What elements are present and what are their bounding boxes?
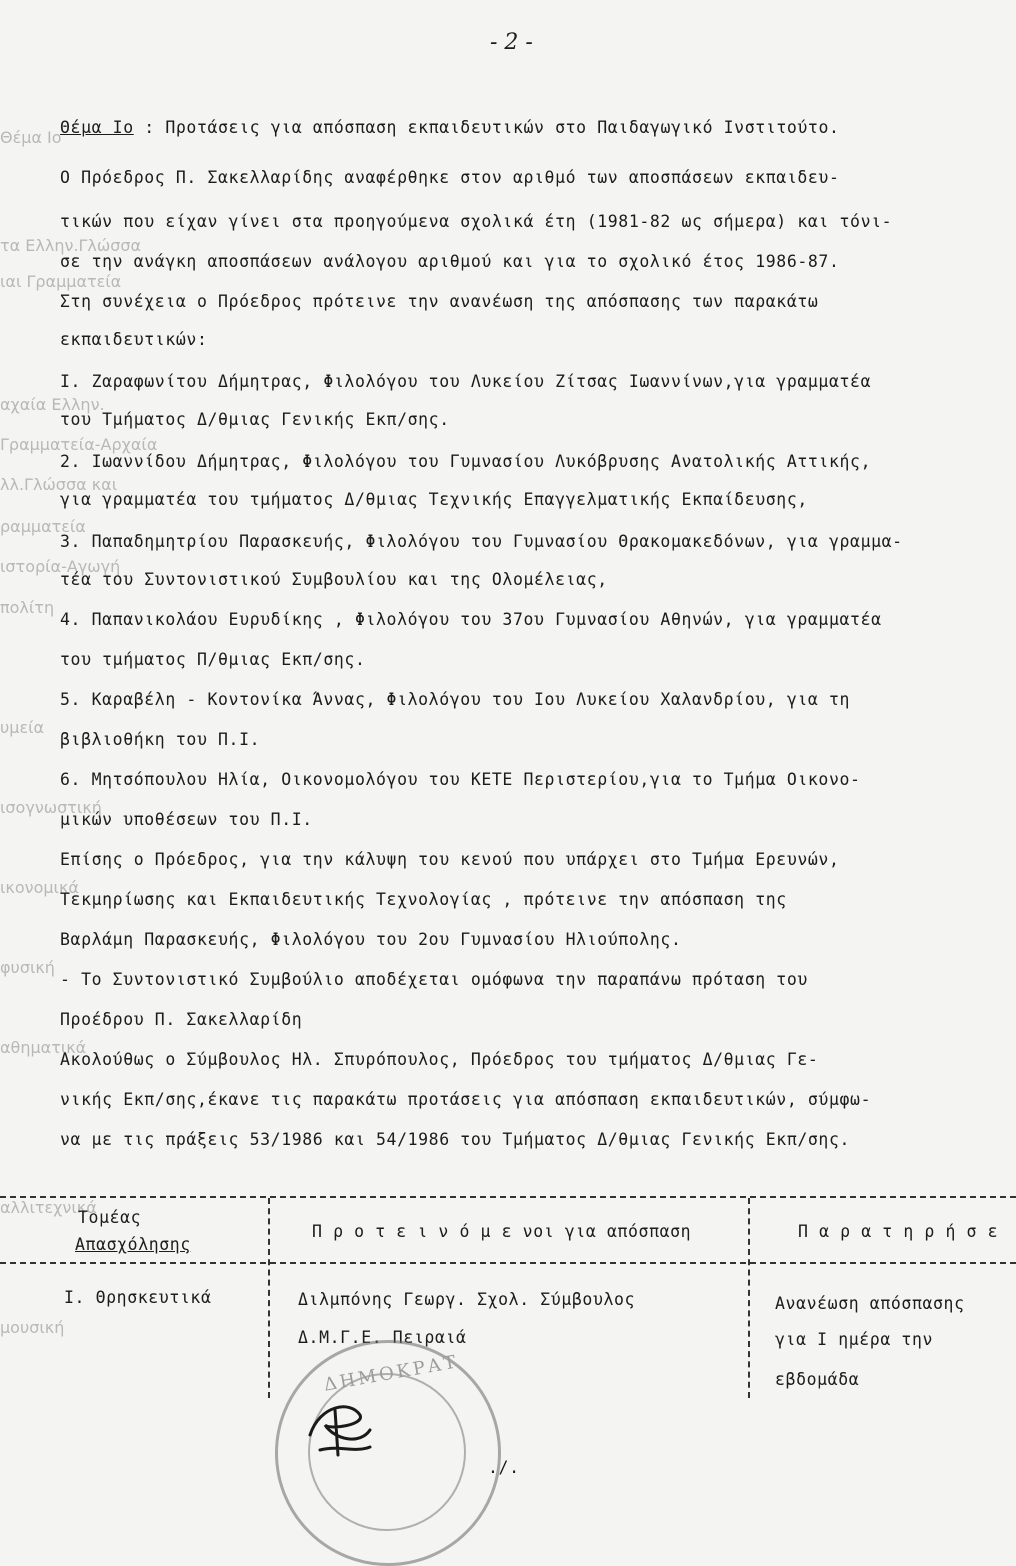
- body-line: 2. Ιωαννίδου Δήμητρας, Φιλολόγου του Γυμνασίου Λυκόβρυσης Ανατολικής Αττικής,: [60, 452, 872, 471]
- body-line: - Το Συντονιστικό Συμβούλιο αποδέχεται ομόφωνα την παραπάνω πρόταση του: [60, 970, 808, 989]
- body-line: Στη συνέχεια ο Πρόεδρος πρότεινε την ανανέωση της απόσπασης των παρακάτω: [60, 292, 819, 311]
- body-line: 5. Καραβέλη - Κοντονίκα Άννας, Φιλολόγου του Ιου Λυκείου Χαλανδρίου, για τη: [60, 690, 851, 709]
- body-line: Ο Πρόεδρος Π. Σακελλαρίδης αναφέρθηκε στον αριθμό των αποσπάσεων εκπαιδευ-: [60, 168, 840, 187]
- body-line: 4. Παπανικολάου Ευρυδίκης , Φιλολόγου του 37ου Γυμνασίου Αθηνών, για γραμματέα: [60, 610, 882, 629]
- body-line: I. Ζαραφωνίτου Δήμητρας, Φιλολόγου του Λυκείου Ζίτσας Ιωαννίνων,για γραμματέα: [60, 372, 872, 391]
- continuation-mark: ./.: [488, 1458, 520, 1477]
- table-header-sector-1: Τομέας: [78, 1208, 142, 1227]
- body-line: σε την ανάγκη αποσπάσεων ανάλογου αριθμού και για το σχολικό έτος 1986-87.: [60, 252, 840, 271]
- topic-label: Θέμα Ιο: [60, 118, 134, 137]
- body-line: τέα του Συντονιστικού Συμβουλίου και της Ολομέλειας,: [60, 570, 608, 589]
- body-line: εκπαιδευτικών:: [60, 330, 208, 349]
- body-line: μικών υποθέσεων του Π.Ι.: [60, 810, 313, 829]
- row-remark-3: εβδομάδα: [775, 1370, 860, 1389]
- page-number: - 2 -: [490, 30, 533, 55]
- body-line: να με τις πράξεις 53/1986 και 54/1986 του Τμήματος Δ/θμιας Γενικής Εκπ/σης.: [60, 1130, 851, 1149]
- table-header-remarks: Π α ρ α τ η ρ ή σ ε: [798, 1222, 999, 1241]
- stamp-text: ΔΗΜΟΚΡΑΤ: [322, 1351, 461, 1396]
- bleed-through-text: ικονομικά: [0, 878, 79, 897]
- row-sector: Ι. Θρησκευτικά: [64, 1288, 212, 1307]
- row-person-1: Διλμπόνης Γεωργ. Σχολ. Σύμβουλος: [298, 1290, 636, 1309]
- body-line: τικών που είχαν γίνει στα προηγούμενα σχολικά έτη (1981-82 ως σήμερα) και τόνι-: [60, 212, 893, 231]
- bleed-through-text: αχαία Ελλην.: [0, 395, 105, 414]
- table-header-sector-2: Απασχόλησης: [75, 1235, 191, 1254]
- body-line: βιβλιοθήκη του Π.Ι.: [60, 730, 261, 749]
- body-line: νικής Εκπ/σης,έκανε τις παρακάτω προτάσεις για απόσπαση εκπαιδευτικών, σύμφω-: [60, 1090, 872, 1109]
- topic-text: : Προτάσεις για απόσπαση εκπαιδευτικών στο Παιδαγωγικό Ινστιτούτο.: [133, 118, 840, 137]
- row-remark-2: για Ι ημέρα την: [775, 1330, 934, 1349]
- bleed-through-text: τα Ελλην.Γλώσσα: [0, 236, 142, 255]
- bleed-through-text: ιστορία-Αγωγή: [0, 557, 121, 576]
- row-remark-1: Ανανέωση απόσπασης: [775, 1294, 965, 1313]
- topic-heading: [60, 118, 840, 137]
- body-line: Βαρλάμη Παρασκευής, Φιλολόγου του 2ου Γυμνασίου Ηλιούπολης.: [60, 930, 682, 949]
- bleed-through-text: Γραμματεία-Αρχαία: [0, 435, 158, 454]
- table-header-rule: [0, 1262, 1016, 1264]
- bleed-through-text: ισογνωστική: [0, 798, 102, 817]
- bleed-through-text: υμεία: [0, 718, 45, 737]
- signature: [300, 1395, 380, 1465]
- body-line: για γραμματέα του τμήματος Δ/θμιας Τεχνικής Επαγγελματικής Εκπαίδευσης,: [60, 490, 808, 509]
- bleed-through-text: αλλιτεχνικά: [0, 1198, 97, 1217]
- bleed-through-text: αθηματικά: [0, 1038, 87, 1057]
- body-line: Ακολούθως ο Σύμβουλος Ηλ. Σπυρόπουλος, Πρόεδρος του τμήματος Δ/θμιας Γε-: [60, 1050, 819, 1069]
- body-line: 3. Παπαδημητρίου Παρασκευής, Φιλολόγου του Γυμνασίου Θρακομακεδόνων, για γραμμα-: [60, 532, 903, 551]
- body-line: Προέδρου Π. Σακελλαρίδη: [60, 1010, 303, 1029]
- bleed-through-text: φυσική: [0, 958, 55, 977]
- body-line: 6. Μητσόπουλου Ηλία, Οικονομολόγου του ΚΕΤΕ Περιστερίου,για το Τμήμα Οικονο-: [60, 770, 861, 789]
- body-line: Τεκμηρίωσης και Εκπαιδευτικής Τεχνολογίας , πρότεινε την απόσπαση της: [60, 890, 787, 909]
- table-col-divider: [268, 1198, 270, 1398]
- table-header-proposed: Π ρ ο τ ε ι ν ό μ ε νοι για απόσπαση: [312, 1222, 692, 1241]
- bleed-through-text: λλ.Γλώσσα και: [0, 475, 118, 494]
- table-top-rule: [0, 1196, 1016, 1198]
- bleed-through-text: Θέμα Ιο: [0, 128, 62, 147]
- bleed-through-text: μουσική: [0, 1318, 65, 1337]
- bleed-through-text: ραμματεία: [0, 517, 86, 536]
- body-line: του Τμήματος Δ/θμιας Γενικής Εκπ/σης.: [60, 410, 450, 429]
- bleed-through-text: πολίτη: [0, 598, 55, 617]
- body-line: του τμήματος Π/θμιας Εκπ/σης.: [60, 650, 366, 669]
- row-person-2: Δ.Μ.Γ.Ε. Πειραιά: [298, 1328, 467, 1347]
- table-col-divider: [748, 1198, 750, 1398]
- body-line: Επίσης ο Πρόεδρος, για την κάλυψη του κενού που υπάρχει στο Τμήμα Ερευνών,: [60, 850, 840, 869]
- bleed-through-text: ιαι Γραμματεία: [0, 272, 122, 291]
